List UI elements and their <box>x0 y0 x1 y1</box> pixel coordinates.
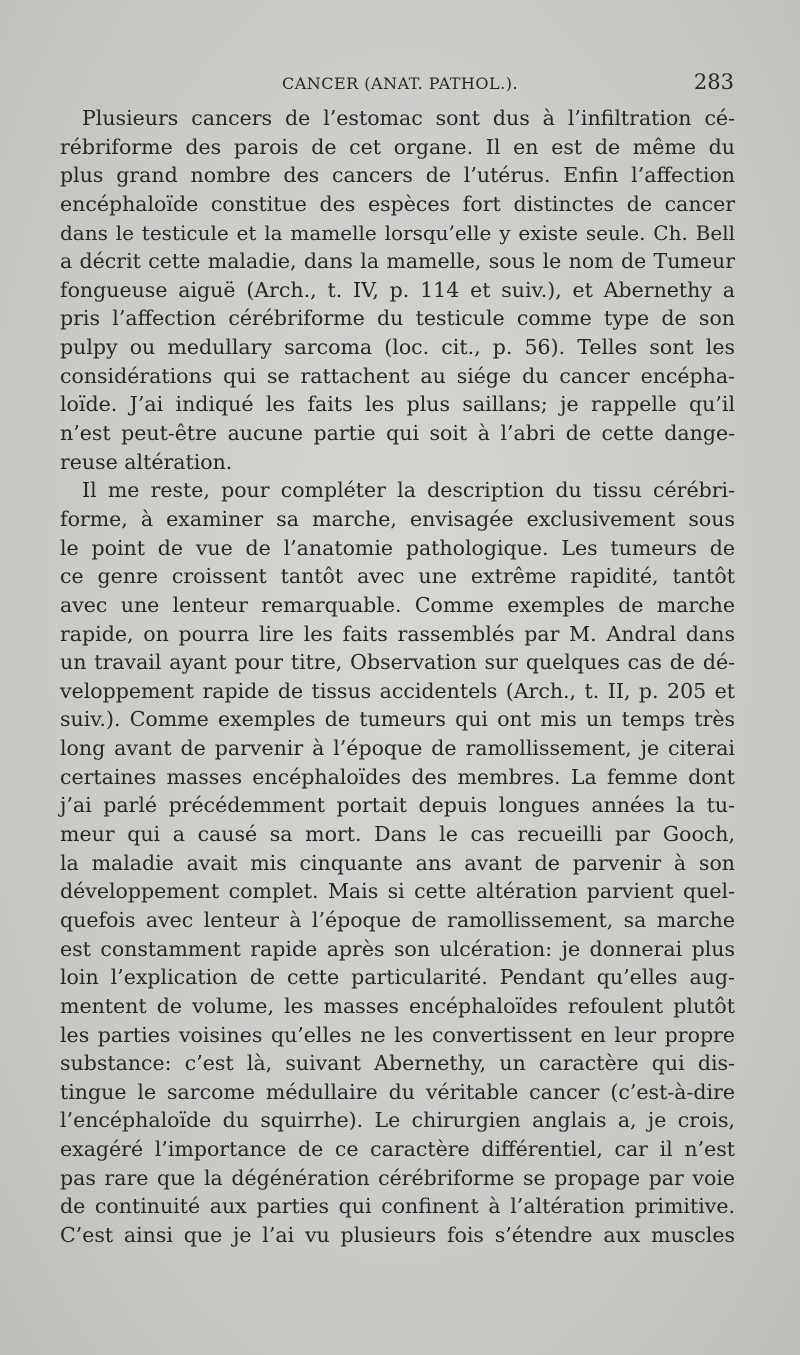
text-line: les parties voisines qu’elles ne les convertissent en leur propre <box>60 1022 735 1047</box>
text-line: substance: c’est là, suivant Abernethy, un caractère qui dis- <box>60 1051 735 1076</box>
text-line: tingue le sarcome médullaire du véritable cancer (c’est-à-dire <box>60 1079 735 1104</box>
text-line: rébriforme des parois de cet organe. Il en est de même du <box>60 134 735 159</box>
text-line: loïde. J’ai indiqué les faits les plus saillans; je rappelle qu’il <box>60 392 735 417</box>
text-line: meur qui a causé sa mort. Dans le cas recueilli par Gooch, <box>60 822 735 847</box>
text-line: n’est peut-être aucune partie qui soit à l’abri de cette dange- <box>60 421 735 446</box>
running-head: CANCER (ANAT. PATHOL.). <box>281 74 519 93</box>
text-line: la maladie avait mis cinquante ans avant de parvenir à son <box>60 850 735 875</box>
text-line: Plusieurs cancers de l’estomac sont dus à l’infiltration cé- <box>82 106 735 130</box>
text-line: l’encéphaloïde du squirrhe). Le chirurgien anglais a, je crois, <box>60 1108 735 1133</box>
text-line: de continuité aux parties qui confinent à l’altération primitive. <box>60 1194 735 1219</box>
text-line: développement complet. Mais si cette altération parvient quel- <box>60 879 735 904</box>
text-line: plus grand nombre des cancers de l’utérus. Enfin l’affection <box>60 163 735 188</box>
text-line: long avant de parvenir à l’époque de ramollissement, je citerai <box>60 736 735 761</box>
text-line: rapide, on pourra lire les faits rassemblés par M. Andral dans <box>60 621 735 646</box>
text-line: dans le testicule et la mamelle lorsqu’elle y existe seule. Ch. Bell <box>60 220 735 245</box>
text-line: considérations qui se rattachent au siége du cancer encépha- <box>60 363 735 388</box>
text-line: certaines masses encéphaloïdes des membres. La femme dont <box>60 764 735 789</box>
page-header <box>60 70 740 100</box>
text-line: reuse altération. <box>60 449 233 474</box>
text-line: exagéré l’importance de ce caractère différentiel, car il n’est <box>60 1137 735 1162</box>
text-line: est constamment rapide après son ulcération: je donnerai plus <box>60 936 735 961</box>
text-line: pas rare que la dégénération cérébriforme se propage par voie <box>60 1165 735 1190</box>
body-text <box>60 104 735 1250</box>
text-line: C’est ainsi que je l’ai vu plusieurs fois s’étendre aux muscles <box>60 1222 735 1247</box>
text-line: avec une lenteur remarquable. Comme exemples de marche <box>60 592 735 617</box>
text-line: forme, à examiner sa marche, envisagée exclusivement sous <box>60 506 735 531</box>
text-line: ce genre croissent tantôt avec une extrême rapidité, tantôt <box>60 564 735 589</box>
text-line: Il me reste, pour compléter la description du tissu cérébri- <box>82 478 735 503</box>
text-line: le point de vue de l’anatomie pathologique. Les tumeurs de <box>60 535 735 560</box>
text-line: pulpy ou medullary sarcoma (loc. cit., p. 56). Telles sont les <box>60 335 735 360</box>
text-line: loin l’explication de cette particularité. Pendant qu’elles aug- <box>60 965 735 990</box>
text-line: fongueuse aiguë (Arch., t. IV, p. 114 et suiv.), et Abernethy a <box>60 277 735 302</box>
text-line: mentent de volume, les masses encéphaloïdes refoulent plutôt <box>60 993 735 1018</box>
page-number: 283 <box>693 70 734 94</box>
text-line: un travail ayant pour titre, Observation sur quelques cas de dé- <box>60 650 735 675</box>
text-line: encéphaloïde constitue des espèces fort distinctes de cancer <box>60 191 735 216</box>
text-line: veloppement rapide de tissus accidentels (Arch., t. II, p. 205 et <box>60 678 735 703</box>
text-line: suiv.). Comme exemples de tumeurs qui ont mis un temps très <box>60 707 735 732</box>
text-line: j’ai parlé précédemment portait depuis longues années la tu- <box>60 793 735 818</box>
text-line: a décrit cette maladie, dans la mamelle, sous le nom de Tumeur <box>60 249 735 274</box>
text-line: quefois avec lenteur à l’époque de ramollissement, sa marche <box>60 907 735 932</box>
text-line: pris l’affection cérébriforme du testicule comme type de son <box>60 306 735 331</box>
